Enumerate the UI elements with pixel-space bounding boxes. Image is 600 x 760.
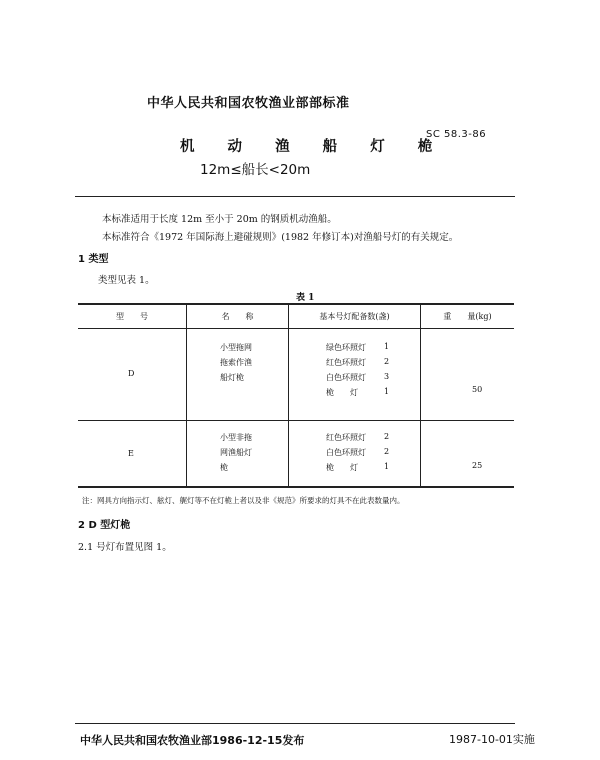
table-cell-count: 1 xyxy=(384,342,390,351)
table-cell-light: 白色环照灯 xyxy=(326,448,366,457)
table-cell-type: E xyxy=(128,449,134,458)
ministry-header: 中华人民共和国农牧渔业部部标准 xyxy=(147,96,350,111)
table-top-rule xyxy=(78,303,514,305)
footer-rule xyxy=(75,723,515,724)
table-caption: 表 1 xyxy=(296,293,315,303)
table-cell-name: 桅 xyxy=(220,463,228,472)
table-cell-name: 拖索作渔 xyxy=(220,358,252,367)
table-cell-light: 桅 灯 xyxy=(326,388,358,397)
table-note: 注：网具方向指示灯、舷灯、艉灯等不在灯桅上者以及非《规范》所要求的灯具不在此表数量内。 xyxy=(82,496,405,505)
section-1-heading: 1 类型 xyxy=(78,254,109,265)
table-cell-count: 1 xyxy=(384,387,390,396)
table-col-divider xyxy=(420,304,421,487)
table-header-type: 型 号 xyxy=(116,312,148,321)
table-cell-name: 小型非拖 xyxy=(220,433,252,442)
document-subtitle: 12m≤船长<20m xyxy=(200,162,311,178)
table-cell-count: 2 xyxy=(384,357,390,366)
intro-paragraph-2: 本标准符合《1972 年国际海上避碰规则》(1982 年修订本)对渔船号灯的有关规定。 xyxy=(102,232,459,243)
table-cell-light: 红色环照灯 xyxy=(326,433,366,442)
table-col-divider xyxy=(288,304,289,487)
table-cell-light: 白色环照灯 xyxy=(326,373,366,382)
table-cell-weight: 50 xyxy=(472,385,483,394)
table-row-divider xyxy=(78,420,514,421)
section-1-text: 类型见表 1。 xyxy=(98,275,155,286)
table-cell-weight: 25 xyxy=(472,461,483,470)
table-cell-name: 小型拖网 xyxy=(220,343,252,352)
table-cell-name: 网渔船灯 xyxy=(220,448,252,457)
table-header-lights: 基本号灯配备数(盏) xyxy=(319,312,390,321)
intro-paragraph-1: 本标准适用于长度 12m 至小于 20m 的钢质机动渔船。 xyxy=(102,214,337,225)
table-bottom-rule xyxy=(78,486,514,488)
standard-code: SC 58.3-86 xyxy=(426,129,487,140)
section-2-heading: 2 D 型灯桅 xyxy=(78,520,131,531)
document-title: 机 动 渔 船 灯 桅 xyxy=(180,139,447,155)
table-header-weight: 重 量(kg) xyxy=(443,312,492,321)
table-cell-name: 船灯桅 xyxy=(220,373,244,382)
table-cell-light: 绿色环照灯 xyxy=(326,343,366,352)
table-cell-count: 2 xyxy=(384,432,390,441)
table-cell-light: 桅 灯 xyxy=(326,463,358,472)
table-cell-type: D xyxy=(128,369,135,378)
effective-date: 1987-10-01实施 xyxy=(449,733,535,746)
table-col-divider xyxy=(186,304,187,487)
table-cell-count: 3 xyxy=(384,372,390,381)
issue-date: 中华人民共和国农牧渔业部1986-12-15发布 xyxy=(80,734,305,747)
table-header-rule xyxy=(78,328,514,329)
table-cell-count: 1 xyxy=(384,462,390,471)
header-rule xyxy=(75,196,515,197)
table-cell-count: 2 xyxy=(384,447,390,456)
table-header-name: 名 称 xyxy=(221,312,254,321)
table-cell-light: 红色环照灯 xyxy=(326,358,366,367)
section-2-1-text: 2.1 号灯布置见图 1。 xyxy=(78,542,172,553)
